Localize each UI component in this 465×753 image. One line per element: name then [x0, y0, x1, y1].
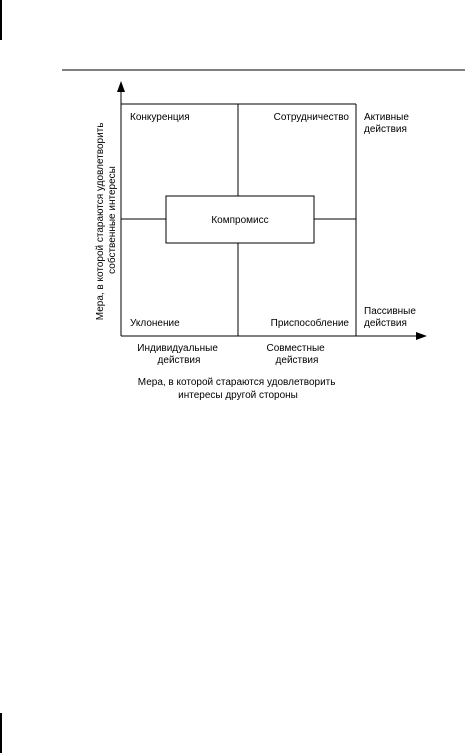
x-axis-label-line-1: Мера, в которой стараются удовлетворить: [137, 377, 336, 388]
joint-actions-line-2: действия: [275, 355, 319, 366]
y-axis-label-group: [95, 120, 118, 321]
active-actions-line-2: действия: [364, 124, 407, 135]
quadrant-competition-label: Конкуренция: [130, 112, 190, 123]
joint-actions-label: [266, 343, 327, 366]
y-axis-arrow: [117, 81, 125, 92]
y-axis-label: [95, 120, 118, 321]
compromise-label: Компромисс: [211, 215, 269, 226]
y-axis-label-line-2: собственные интересы: [107, 166, 118, 274]
joint-actions-line-1: Совместные: [266, 343, 325, 354]
x-axis-label: [138, 377, 339, 401]
quadrant-accommodation-label: Приспособление: [270, 318, 349, 329]
x-axis-label-line-2: интересы другой стороны: [178, 390, 298, 401]
passive-actions-label: [364, 306, 419, 329]
individual-actions-label: [137, 343, 220, 366]
active-actions-line-1: Активные: [364, 112, 409, 123]
quadrant-avoidance-label: Уклонение: [130, 318, 180, 329]
individual-actions-line-2: действия: [157, 355, 201, 366]
page-edge-mark-top: [0, 0, 2, 40]
x-axis-arrow: [416, 332, 427, 340]
passive-actions-line-1: Пассивные: [364, 306, 416, 317]
page-edge-mark-bottom: [0, 713, 2, 753]
y-axis-label-line-1: Мера, в которой стараются удовлетворить: [95, 122, 106, 321]
active-actions-label: [364, 112, 412, 135]
quadrant-collaboration-label: Сотрудничество: [273, 112, 349, 123]
individual-actions-line-1: Индивидуальные: [137, 343, 218, 354]
passive-actions-line-2: действия: [364, 318, 407, 329]
